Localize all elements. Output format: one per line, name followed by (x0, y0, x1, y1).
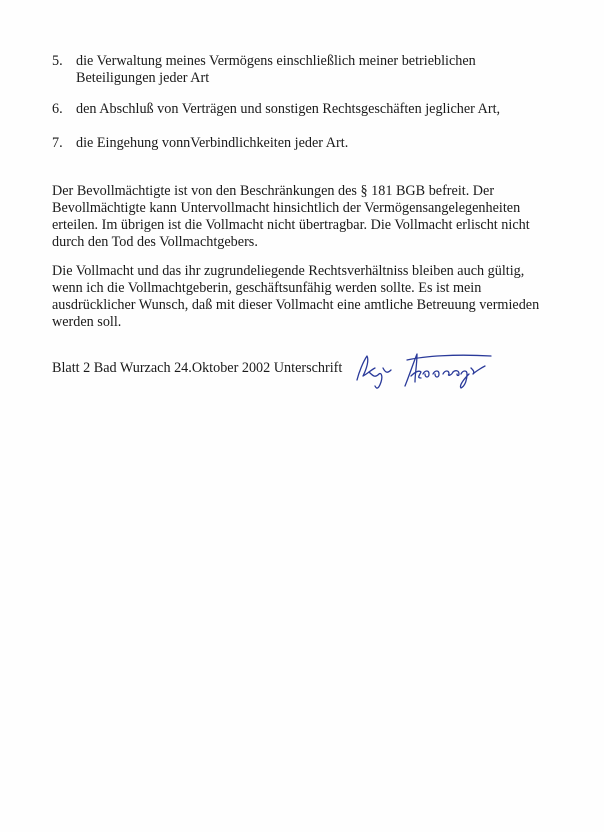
paragraph-line: werden soll. (52, 314, 122, 330)
paragraph-line: Bevollmächtigte kann Untervollmacht hinsichtlich der Vermögensangelegenheiten (52, 200, 521, 216)
list-number: 6. (52, 101, 63, 117)
signature-line (52, 360, 342, 377)
list-line: die Verwaltung meines Vermögens einschließlich meiner betrieblichen (76, 53, 476, 69)
paragraph-line: wenn ich die Vollmachtgeberin, geschäftsunfähig werden sollte. Es ist mein (52, 280, 482, 296)
paragraph-power-of-attorney-limits (52, 183, 562, 251)
paragraph-line: Die Vollmacht und das ihr zugrundeliegende Rechtsverhältniss bleiben auch gültig, (52, 263, 525, 279)
paragraph-line: Der Bevollmächtigte ist von den Beschränkungen des § 181 BGB befreit. Der (52, 183, 495, 199)
paragraph-validity (52, 263, 562, 331)
handwritten-signature (345, 346, 525, 396)
list-line: die Eingehung vonnVerbindlichkeiten jeder Art. (76, 135, 349, 151)
place-date-label: Blatt 2 Bad Wurzach 24.Oktober 2002 Unterschrift (52, 360, 343, 376)
list-line: Beteiligungen jeder Art (76, 70, 210, 86)
list-text (76, 53, 546, 87)
list-text (76, 101, 546, 118)
paragraph-line: durch den Tod des Vollmachtgebers. (52, 234, 258, 250)
list-line: den Abschluß von Verträgen und sonstigen Rechtsgeschäften jeglicher Art, (76, 101, 501, 117)
list-text (76, 135, 546, 152)
paragraph-line: erteilen. Im übrigen ist die Vollmacht nicht übertragbar. Die Vollmacht erlischt nicht (52, 217, 530, 233)
list-number: 5. (52, 53, 63, 69)
paragraph-line: ausdrücklicher Wunsch, daß mit dieser Vollmacht eine amtliche Betreuung vermieden (52, 297, 540, 313)
list-number: 7. (52, 135, 63, 151)
